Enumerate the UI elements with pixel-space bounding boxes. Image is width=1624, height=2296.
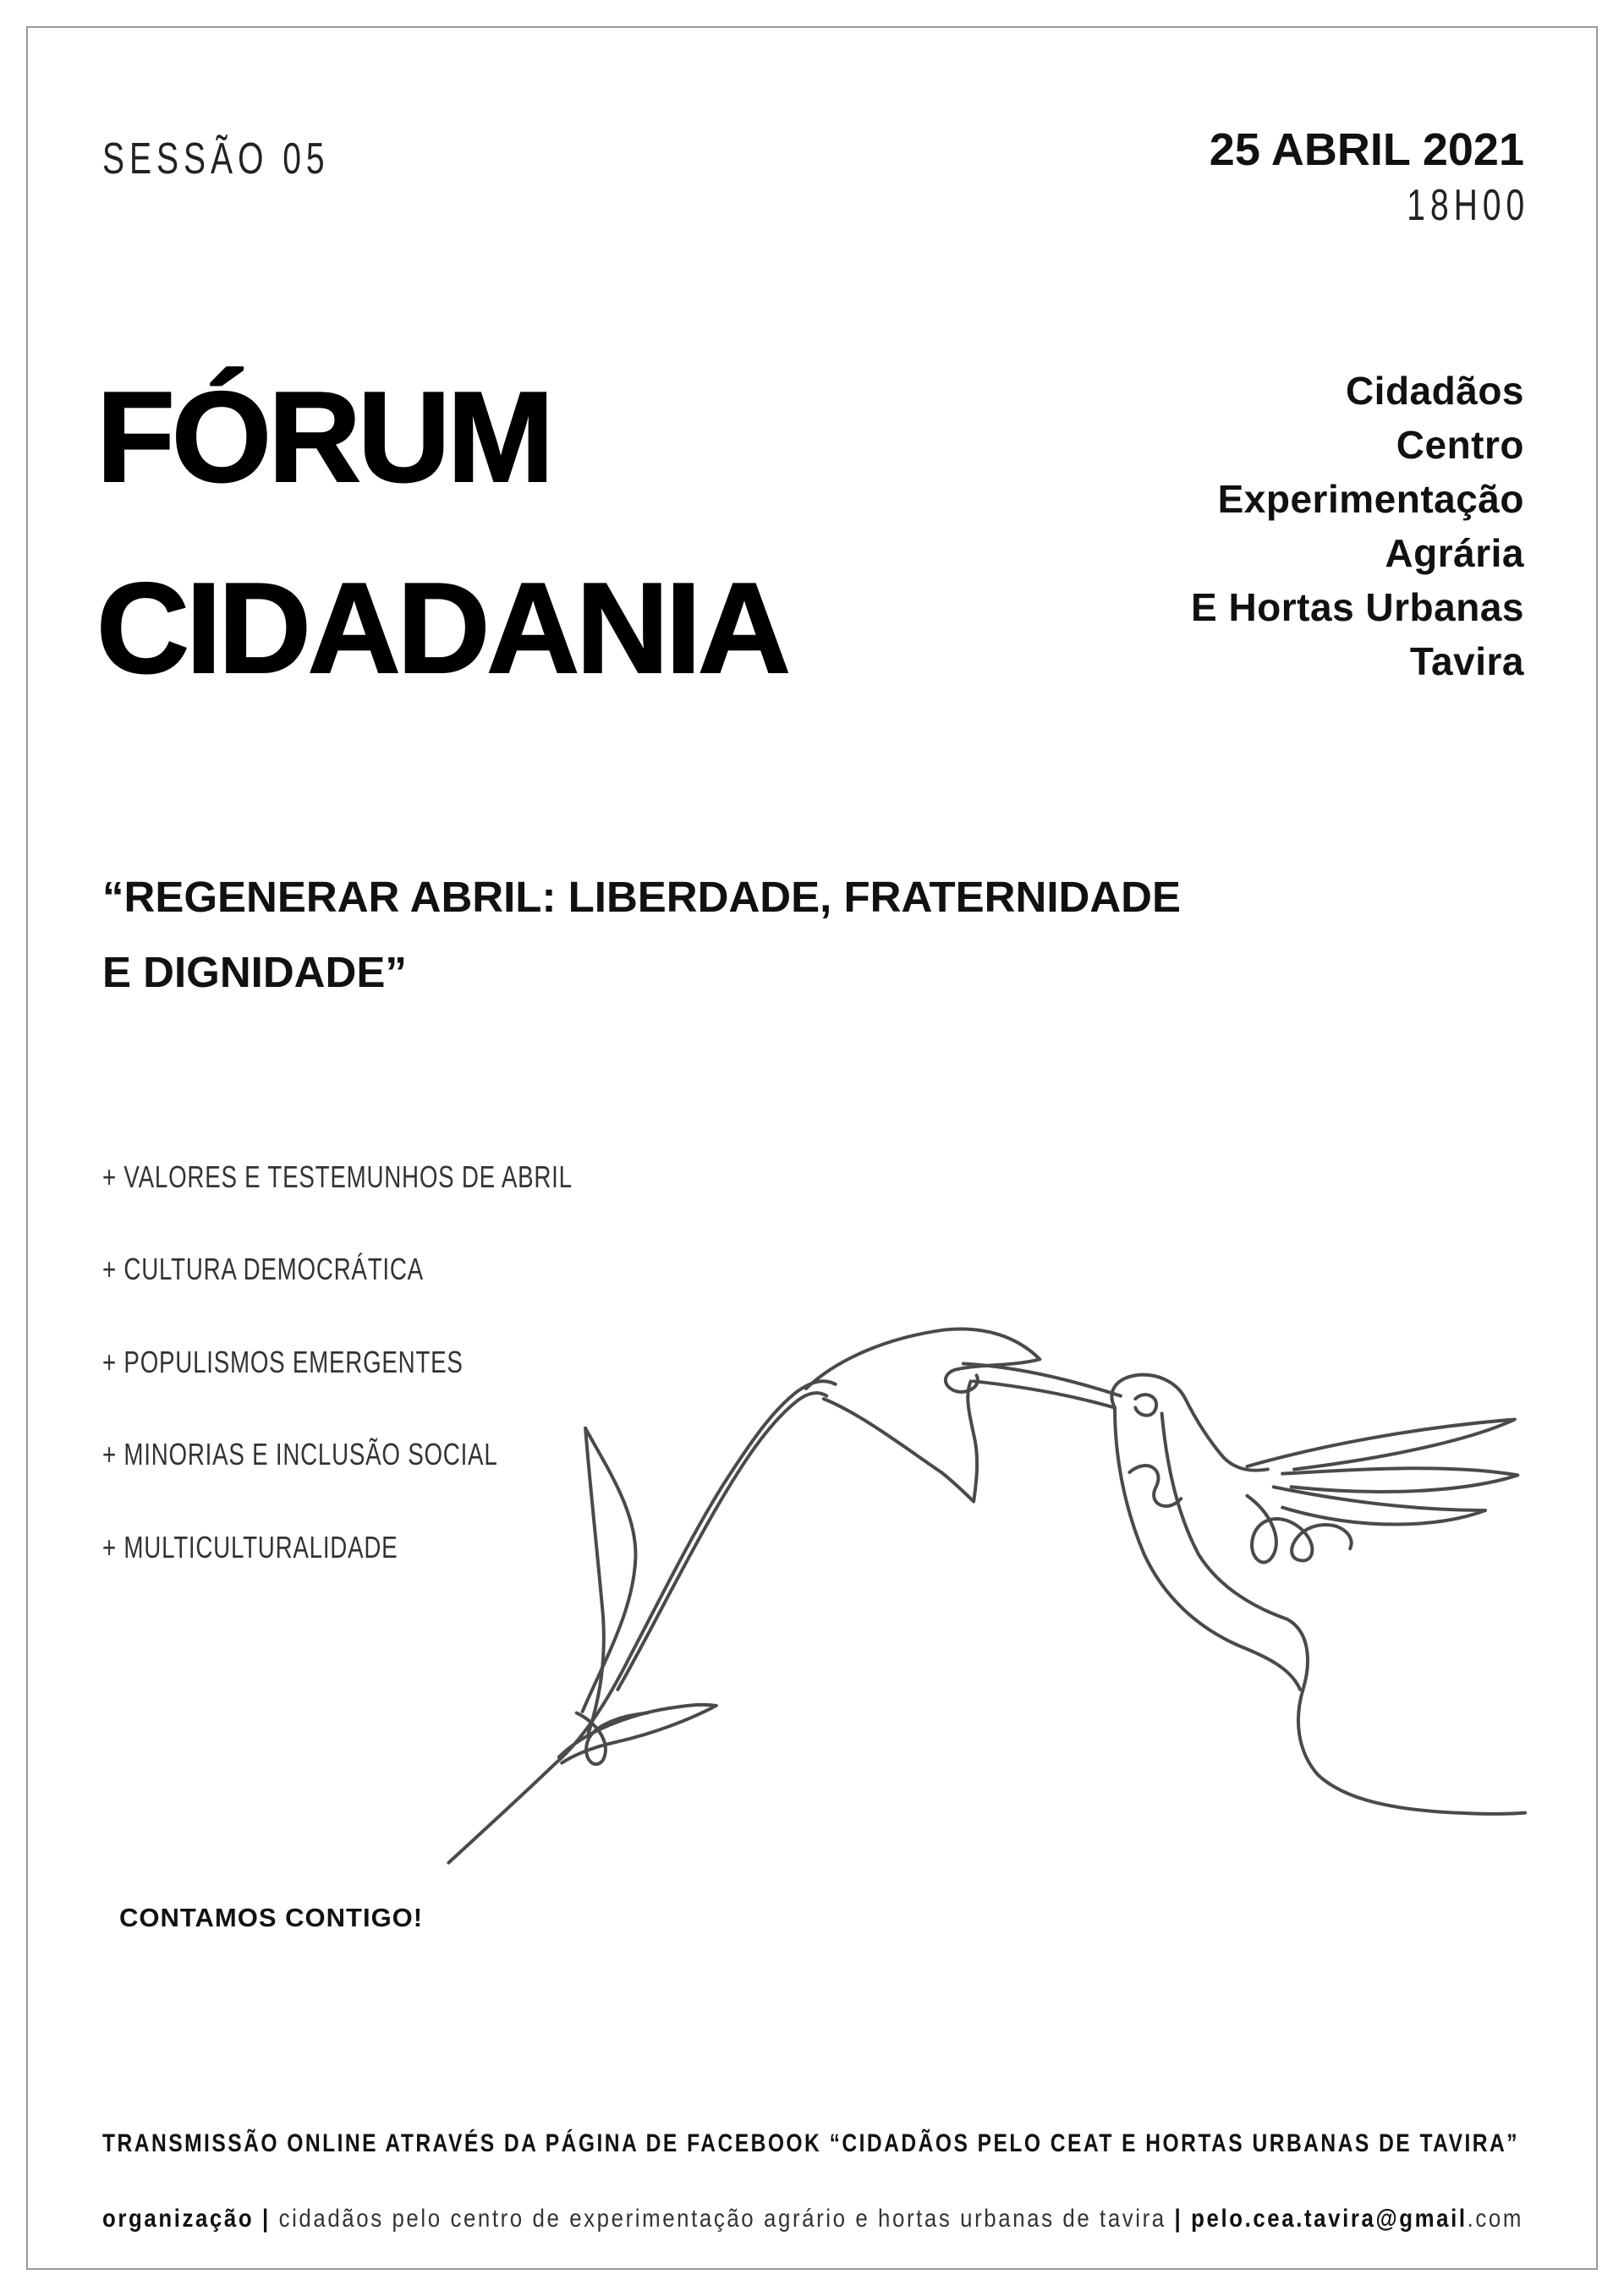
title-line-cidadania: CIDADANIA <box>96 556 787 700</box>
organizer-line: Experimentação <box>1217 477 1524 521</box>
organizer-line: E Hortas Urbanas <box>1190 585 1524 629</box>
hummingbird-wing-loops <box>1247 1496 1351 1563</box>
hummingbird-head-outline <box>1111 1375 1267 1471</box>
flower-stem-line <box>448 1381 835 1862</box>
theme-line: “REGENERAR ABRIL: LIBERDADE, FRATERNIDADE <box>102 873 1181 921</box>
flower-petal-outline <box>806 1329 1040 1391</box>
hummingbird-eye <box>1135 1395 1156 1416</box>
session-label: SESSÃO 05 <box>102 134 330 184</box>
hummingbird-body-tail-line <box>1162 1414 1525 1814</box>
organizer-line: Tavira <box>1409 639 1524 683</box>
footer-contact-line <box>102 2204 1523 2234</box>
topic-item: + MINORIAS E INCLUSÃO SOCIAL <box>102 1437 498 1471</box>
hummingbird-bill-lower <box>974 1381 1115 1407</box>
event-time: 18H00 <box>1407 181 1529 230</box>
flower-arch-inner-line <box>617 1393 826 1690</box>
topic-item: + VALORES E TESTEMUNHOS DE ABRIL <box>102 1159 573 1194</box>
hummingbird-and-flower-line-drawing-icon <box>440 1311 1531 1877</box>
email-address-main: pelo.cea.tavira@gmail <box>1191 2205 1468 2233</box>
separator: | <box>261 2205 271 2233</box>
organization-label: organização <box>102 2205 255 2233</box>
hummingbird-wing-feather <box>1247 1419 1514 1469</box>
theme-line: E DIGNIDADE” <box>102 948 407 996</box>
organizer-line: Cidadãos <box>1345 369 1524 413</box>
call-to-action: CONTAMOS CONTIGO! <box>119 1903 424 1932</box>
organization-name: cidadãos pelo centro de experimentação agrário e hortas urbanas de tavira <box>278 2205 1166 2233</box>
organizer-line: Agrária <box>1385 531 1524 575</box>
separator: | <box>1174 2205 1183 2233</box>
hummingbird-body-front <box>1115 1408 1300 1690</box>
email-address-tld: .com <box>1467 2205 1523 2233</box>
flower-petal-v-line <box>824 1381 977 1501</box>
organizer-block <box>1191 364 1524 688</box>
footer-broadcast-notice: TRANSMISSÃO ONLINE ATRAVÉS DA PÁGINA DE FACEBOOK “CIDADÃOS PELO CEAT E HORTAS URBANAS DE TAVIRA” <box>102 2129 1519 2157</box>
session-theme-quote <box>102 859 1181 1010</box>
poster-border <box>26 26 1598 2270</box>
title-line-forum: FÓRUM <box>96 365 551 509</box>
event-date: 25 ABRIL 2021 <box>1209 124 1524 175</box>
hummingbird-wing-feather <box>1282 1468 1517 1492</box>
topic-item: + CULTURA DEMOCRÁTICA <box>102 1252 424 1286</box>
topic-item: + POPULISMOS EMERGENTES <box>102 1345 464 1379</box>
topic-item: + MULTICULTURALIDADE <box>102 1530 398 1564</box>
organizer-line: Centro <box>1396 423 1524 467</box>
